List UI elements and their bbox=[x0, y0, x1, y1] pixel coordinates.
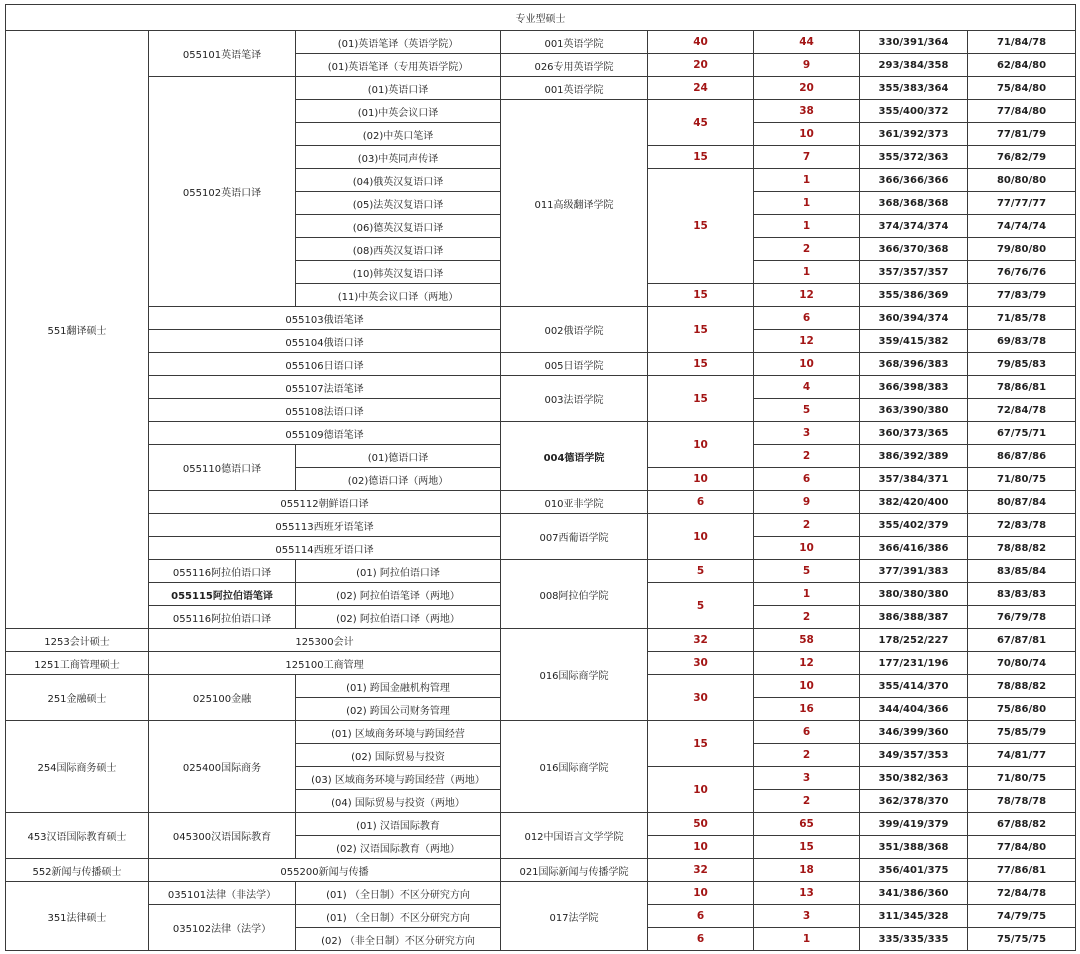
total-score-cell: 363/390/380 bbox=[860, 399, 968, 422]
admitted-count-cell: 1 bbox=[754, 169, 860, 192]
school-cell: 012中国语言文学学院 bbox=[501, 813, 648, 859]
admitted-count-cell: 15 bbox=[754, 836, 860, 859]
major-cell: 055102英语口译 bbox=[149, 77, 296, 307]
table-row bbox=[6, 813, 1076, 836]
table-row bbox=[6, 376, 1076, 399]
subject-score-cell: 71/85/78 bbox=[968, 307, 1076, 330]
total-score-cell: 351/388/368 bbox=[860, 836, 968, 859]
total-score-cell: 177/231/196 bbox=[860, 652, 968, 675]
table-row bbox=[6, 422, 1076, 445]
school-cell: 016国际商学院 bbox=[501, 721, 648, 813]
direction-cell: (02) 国际贸易与投资 bbox=[296, 744, 501, 767]
subject-score-cell: 83/83/83 bbox=[968, 583, 1076, 606]
admitted-count-cell: 3 bbox=[754, 905, 860, 928]
direction-cell: (01)德语口译 bbox=[296, 445, 501, 468]
subject-score-cell: 77/81/79 bbox=[968, 123, 1076, 146]
admitted-count-cell: 5 bbox=[754, 399, 860, 422]
table-row bbox=[6, 882, 1076, 905]
total-score-cell: 355/402/379 bbox=[860, 514, 968, 537]
table-row bbox=[6, 353, 1076, 376]
subject-score-cell: 71/80/75 bbox=[968, 468, 1076, 491]
total-score-cell: 346/399/360 bbox=[860, 721, 968, 744]
admitted-count-cell: 3 bbox=[754, 422, 860, 445]
degree-cell: 1251工商管理硕士 bbox=[6, 652, 149, 675]
major-cell: 055113西班牙语笔译 bbox=[149, 514, 501, 537]
subject-score-cell: 78/78/78 bbox=[968, 790, 1076, 813]
major-cell: 025100金融 bbox=[149, 675, 296, 721]
admitted-count-cell: 7 bbox=[754, 146, 860, 169]
table-row bbox=[6, 491, 1076, 514]
plan-quota-cell: 15 bbox=[648, 353, 754, 376]
plan-quota-cell: 10 bbox=[648, 514, 754, 560]
admitted-count-cell: 2 bbox=[754, 238, 860, 261]
plan-quota-cell: 32 bbox=[648, 629, 754, 652]
total-score-cell: 386/392/389 bbox=[860, 445, 968, 468]
admitted-count-cell: 9 bbox=[754, 491, 860, 514]
table-row bbox=[6, 514, 1076, 537]
direction-cell: (01) 阿拉伯语口译 bbox=[296, 560, 501, 583]
subject-score-cell: 75/84/80 bbox=[968, 77, 1076, 100]
direction-cell: (01) （全日制）不区分研究方向 bbox=[296, 905, 501, 928]
admitted-count-cell: 1 bbox=[754, 583, 860, 606]
total-score-cell: 360/373/365 bbox=[860, 422, 968, 445]
total-score-cell: 359/415/382 bbox=[860, 330, 968, 353]
major-cell: 045300汉语国际教育 bbox=[149, 813, 296, 859]
total-score-cell: 368/368/368 bbox=[860, 192, 968, 215]
plan-quota-cell: 15 bbox=[648, 721, 754, 767]
school-cell: 017法学院 bbox=[501, 882, 648, 951]
subject-score-cell: 77/83/79 bbox=[968, 284, 1076, 307]
total-score-cell: 362/378/370 bbox=[860, 790, 968, 813]
table-row bbox=[6, 721, 1076, 744]
subject-score-cell: 67/75/71 bbox=[968, 422, 1076, 445]
total-score-cell: 399/419/379 bbox=[860, 813, 968, 836]
major-cell: 025400国际商务 bbox=[149, 721, 296, 813]
plan-quota-cell: 6 bbox=[648, 928, 754, 951]
plan-quota-cell: 15 bbox=[648, 146, 754, 169]
plan-quota-cell: 6 bbox=[648, 491, 754, 514]
subject-score-cell: 75/85/79 bbox=[968, 721, 1076, 744]
admitted-count-cell: 38 bbox=[754, 100, 860, 123]
subject-score-cell: 78/88/82 bbox=[968, 675, 1076, 698]
total-score-cell: 355/383/364 bbox=[860, 77, 968, 100]
major-cell: 055103俄语笔译 bbox=[149, 307, 501, 330]
subject-score-cell: 74/79/75 bbox=[968, 905, 1076, 928]
degree-cell: 251金融硕士 bbox=[6, 675, 149, 721]
direction-cell: (01) 区域商务环境与跨国经营 bbox=[296, 721, 501, 744]
direction-cell: (08)西英汉复语口译 bbox=[296, 238, 501, 261]
direction-cell: (05)法英汉复语口译 bbox=[296, 192, 501, 215]
total-score-cell: 355/372/363 bbox=[860, 146, 968, 169]
degree-cell: 453汉语国际教育硕士 bbox=[6, 813, 149, 859]
admitted-count-cell: 10 bbox=[754, 537, 860, 560]
school-cell: 026专用英语学院 bbox=[501, 54, 648, 77]
table-title-row bbox=[6, 5, 1076, 31]
plan-quota-cell: 10 bbox=[648, 836, 754, 859]
subject-score-cell: 75/75/75 bbox=[968, 928, 1076, 951]
plan-quota-cell: 20 bbox=[648, 54, 754, 77]
plan-quota-cell: 10 bbox=[648, 468, 754, 491]
direction-cell: (02) 跨国公司财务管理 bbox=[296, 698, 501, 721]
major-cell: 055112朝鲜语口译 bbox=[149, 491, 501, 514]
plan-quota-cell: 50 bbox=[648, 813, 754, 836]
major-cell: 055110德语口译 bbox=[149, 445, 296, 491]
degree-cell: 552新闻与传播硕士 bbox=[6, 859, 149, 882]
admitted-count-cell: 2 bbox=[754, 790, 860, 813]
plan-quota-cell: 10 bbox=[648, 422, 754, 468]
subject-score-cell: 69/83/78 bbox=[968, 330, 1076, 353]
total-score-cell: 355/400/372 bbox=[860, 100, 968, 123]
admitted-count-cell: 10 bbox=[754, 123, 860, 146]
total-score-cell: 361/392/373 bbox=[860, 123, 968, 146]
table-row bbox=[6, 859, 1076, 882]
direction-cell: (11)中英会议口译（两地） bbox=[296, 284, 501, 307]
major-cell: 125300会计 bbox=[149, 629, 501, 652]
plan-quota-cell: 15 bbox=[648, 284, 754, 307]
plan-quota-cell: 30 bbox=[648, 652, 754, 675]
subject-score-cell: 62/84/80 bbox=[968, 54, 1076, 77]
subject-score-cell: 67/87/81 bbox=[968, 629, 1076, 652]
table-row bbox=[6, 629, 1076, 652]
direction-cell: (01)英语口译 bbox=[296, 77, 501, 100]
table-row bbox=[6, 307, 1076, 330]
plan-quota-cell: 30 bbox=[648, 675, 754, 721]
plan-quota-cell: 24 bbox=[648, 77, 754, 100]
major-cell: 125100工商管理 bbox=[149, 652, 501, 675]
total-score-cell: 178/252/227 bbox=[860, 629, 968, 652]
school-cell: 008阿拉伯学院 bbox=[501, 560, 648, 629]
total-score-cell: 341/386/360 bbox=[860, 882, 968, 905]
major-cell: 035102法律（法学） bbox=[149, 905, 296, 951]
direction-cell: (02)德语口译（两地） bbox=[296, 468, 501, 491]
subject-score-cell: 72/84/78 bbox=[968, 882, 1076, 905]
total-score-cell: 374/374/374 bbox=[860, 215, 968, 238]
direction-cell: (01) （全日制）不区分研究方向 bbox=[296, 882, 501, 905]
subject-score-cell: 70/80/74 bbox=[968, 652, 1076, 675]
major-cell: 055114西班牙语口译 bbox=[149, 537, 501, 560]
direction-cell: (02) （非全日制）不区分研究方向 bbox=[296, 928, 501, 951]
subject-score-cell: 76/76/76 bbox=[968, 261, 1076, 284]
total-score-cell: 355/414/370 bbox=[860, 675, 968, 698]
total-score-cell: 349/357/353 bbox=[860, 744, 968, 767]
major-cell: 055115阿拉伯语笔译 bbox=[149, 583, 296, 606]
admitted-count-cell: 1 bbox=[754, 215, 860, 238]
school-cell: 010亚非学院 bbox=[501, 491, 648, 514]
direction-cell: (01)英语笔译（英语学院） bbox=[296, 31, 501, 54]
school-cell: 016国际商学院 bbox=[501, 629, 648, 721]
direction-cell: (04)俄英汉复语口译 bbox=[296, 169, 501, 192]
table-row bbox=[6, 560, 1076, 583]
total-score-cell: 356/401/375 bbox=[860, 859, 968, 882]
major-cell: 055108法语口译 bbox=[149, 399, 501, 422]
subject-score-cell: 71/84/78 bbox=[968, 31, 1076, 54]
subject-score-cell: 74/81/77 bbox=[968, 744, 1076, 767]
total-score-cell: 293/384/358 bbox=[860, 54, 968, 77]
admitted-count-cell: 2 bbox=[754, 744, 860, 767]
plan-quota-cell: 5 bbox=[648, 560, 754, 583]
admitted-count-cell: 58 bbox=[754, 629, 860, 652]
total-score-cell: 360/394/374 bbox=[860, 307, 968, 330]
degree-cell: 1253会计硕士 bbox=[6, 629, 149, 652]
direction-cell: (06)德英汉复语口译 bbox=[296, 215, 501, 238]
major-cell: 055106日语口译 bbox=[149, 353, 501, 376]
plan-quota-cell: 15 bbox=[648, 169, 754, 284]
admitted-count-cell: 12 bbox=[754, 330, 860, 353]
school-cell: 007西葡语学院 bbox=[501, 514, 648, 560]
subject-score-cell: 86/87/86 bbox=[968, 445, 1076, 468]
plan-quota-cell: 32 bbox=[648, 859, 754, 882]
plan-quota-cell: 15 bbox=[648, 376, 754, 422]
major-cell: 055109德语笔译 bbox=[149, 422, 501, 445]
total-score-cell: 366/366/366 bbox=[860, 169, 968, 192]
total-score-cell: 380/380/380 bbox=[860, 583, 968, 606]
admitted-count-cell: 16 bbox=[754, 698, 860, 721]
admitted-count-cell: 12 bbox=[754, 284, 860, 307]
subject-score-cell: 76/79/78 bbox=[968, 606, 1076, 629]
plan-quota-cell: 10 bbox=[648, 767, 754, 813]
admitted-count-cell: 1 bbox=[754, 192, 860, 215]
school-cell: 001英语学院 bbox=[501, 31, 648, 54]
subject-score-cell: 79/80/80 bbox=[968, 238, 1076, 261]
subject-score-cell: 80/87/84 bbox=[968, 491, 1076, 514]
admitted-count-cell: 12 bbox=[754, 652, 860, 675]
admitted-count-cell: 1 bbox=[754, 261, 860, 284]
table-row bbox=[6, 31, 1076, 54]
table-title: 专业型硕士 bbox=[6, 5, 1076, 31]
direction-cell: (01)英语笔译（专用英语学院） bbox=[296, 54, 501, 77]
school-cell: 002俄语学院 bbox=[501, 307, 648, 353]
direction-cell: (01) 汉语国际教育 bbox=[296, 813, 501, 836]
school-cell: 021国际新闻与传播学院 bbox=[501, 859, 648, 882]
direction-cell: (01)中英会议口译 bbox=[296, 100, 501, 123]
total-score-cell: 350/382/363 bbox=[860, 767, 968, 790]
major-cell: 055116阿拉伯语口译 bbox=[149, 560, 296, 583]
subject-score-cell: 77/84/80 bbox=[968, 100, 1076, 123]
plan-quota-cell: 10 bbox=[648, 882, 754, 905]
admitted-count-cell: 4 bbox=[754, 376, 860, 399]
admitted-count-cell: 2 bbox=[754, 514, 860, 537]
school-cell: 004德语学院 bbox=[501, 422, 648, 491]
admitted-count-cell: 2 bbox=[754, 445, 860, 468]
total-score-cell: 366/398/383 bbox=[860, 376, 968, 399]
admitted-count-cell: 10 bbox=[754, 675, 860, 698]
subject-score-cell: 77/77/77 bbox=[968, 192, 1076, 215]
subject-score-cell: 77/86/81 bbox=[968, 859, 1076, 882]
admitted-count-cell: 9 bbox=[754, 54, 860, 77]
admitted-count-cell: 10 bbox=[754, 353, 860, 376]
admissions-table bbox=[5, 4, 1076, 951]
total-score-cell: 357/357/357 bbox=[860, 261, 968, 284]
major-cell: 055116阿拉伯语口译 bbox=[149, 606, 296, 629]
total-score-cell: 382/420/400 bbox=[860, 491, 968, 514]
degree-cell: 351法律硕士 bbox=[6, 882, 149, 951]
direction-cell: (10)韩英汉复语口译 bbox=[296, 261, 501, 284]
degree-cell: 254国际商务硕士 bbox=[6, 721, 149, 813]
direction-cell: (03)中英同声传译 bbox=[296, 146, 501, 169]
subject-score-cell: 79/85/83 bbox=[968, 353, 1076, 376]
subject-score-cell: 76/82/79 bbox=[968, 146, 1076, 169]
major-cell: 055101英语笔译 bbox=[149, 31, 296, 77]
total-score-cell: 386/388/387 bbox=[860, 606, 968, 629]
major-cell: 035101法律（非法学） bbox=[149, 882, 296, 905]
total-score-cell: 357/384/371 bbox=[860, 468, 968, 491]
admitted-count-cell: 6 bbox=[754, 721, 860, 744]
plan-quota-cell: 15 bbox=[648, 307, 754, 353]
direction-cell: (01) 跨国金融机构管理 bbox=[296, 675, 501, 698]
plan-quota-cell: 5 bbox=[648, 583, 754, 629]
major-cell: 055107法语笔译 bbox=[149, 376, 501, 399]
total-score-cell: 377/391/383 bbox=[860, 560, 968, 583]
major-cell: 055200新闻与传播 bbox=[149, 859, 501, 882]
admitted-count-cell: 13 bbox=[754, 882, 860, 905]
school-cell: 011高级翻译学院 bbox=[501, 100, 648, 307]
subject-score-cell: 78/86/81 bbox=[968, 376, 1076, 399]
plan-quota-cell: 40 bbox=[648, 31, 754, 54]
total-score-cell: 368/396/383 bbox=[860, 353, 968, 376]
direction-cell: (03) 区域商务环境与跨国经营（两地） bbox=[296, 767, 501, 790]
direction-cell: (02) 阿拉伯语口译（两地） bbox=[296, 606, 501, 629]
admitted-count-cell: 6 bbox=[754, 468, 860, 491]
subject-score-cell: 77/84/80 bbox=[968, 836, 1076, 859]
admitted-count-cell: 1 bbox=[754, 928, 860, 951]
total-score-cell: 311/345/328 bbox=[860, 905, 968, 928]
admitted-count-cell: 65 bbox=[754, 813, 860, 836]
total-score-cell: 366/416/386 bbox=[860, 537, 968, 560]
subject-score-cell: 74/74/74 bbox=[968, 215, 1076, 238]
major-cell: 055104俄语口译 bbox=[149, 330, 501, 353]
school-cell: 003法语学院 bbox=[501, 376, 648, 422]
admitted-count-cell: 18 bbox=[754, 859, 860, 882]
admitted-count-cell: 2 bbox=[754, 606, 860, 629]
direction-cell: (04) 国际贸易与投资（两地） bbox=[296, 790, 501, 813]
admitted-count-cell: 3 bbox=[754, 767, 860, 790]
total-score-cell: 344/404/366 bbox=[860, 698, 968, 721]
direction-cell: (02) 阿拉伯语笔译（两地） bbox=[296, 583, 501, 606]
subject-score-cell: 80/80/80 bbox=[968, 169, 1076, 192]
subject-score-cell: 72/83/78 bbox=[968, 514, 1076, 537]
direction-cell: (02) 汉语国际教育（两地） bbox=[296, 836, 501, 859]
total-score-cell: 366/370/368 bbox=[860, 238, 968, 261]
plan-quota-cell: 45 bbox=[648, 100, 754, 146]
school-cell: 005日语学院 bbox=[501, 353, 648, 376]
admitted-count-cell: 5 bbox=[754, 560, 860, 583]
direction-cell: (02)中英口笔译 bbox=[296, 123, 501, 146]
school-cell: 001英语学院 bbox=[501, 77, 648, 100]
admitted-count-cell: 44 bbox=[754, 31, 860, 54]
plan-quota-cell: 6 bbox=[648, 905, 754, 928]
subject-score-cell: 83/85/84 bbox=[968, 560, 1076, 583]
table-row bbox=[6, 77, 1076, 100]
subject-score-cell: 72/84/78 bbox=[968, 399, 1076, 422]
subject-score-cell: 67/88/82 bbox=[968, 813, 1076, 836]
total-score-cell: 335/335/335 bbox=[860, 928, 968, 951]
subject-score-cell: 78/88/82 bbox=[968, 537, 1076, 560]
total-score-cell: 330/391/364 bbox=[860, 31, 968, 54]
admitted-count-cell: 6 bbox=[754, 307, 860, 330]
degree-cell: 551翻译硕士 bbox=[6, 31, 149, 629]
subject-score-cell: 75/86/80 bbox=[968, 698, 1076, 721]
total-score-cell: 355/386/369 bbox=[860, 284, 968, 307]
subject-score-cell: 71/80/75 bbox=[968, 767, 1076, 790]
admitted-count-cell: 20 bbox=[754, 77, 860, 100]
